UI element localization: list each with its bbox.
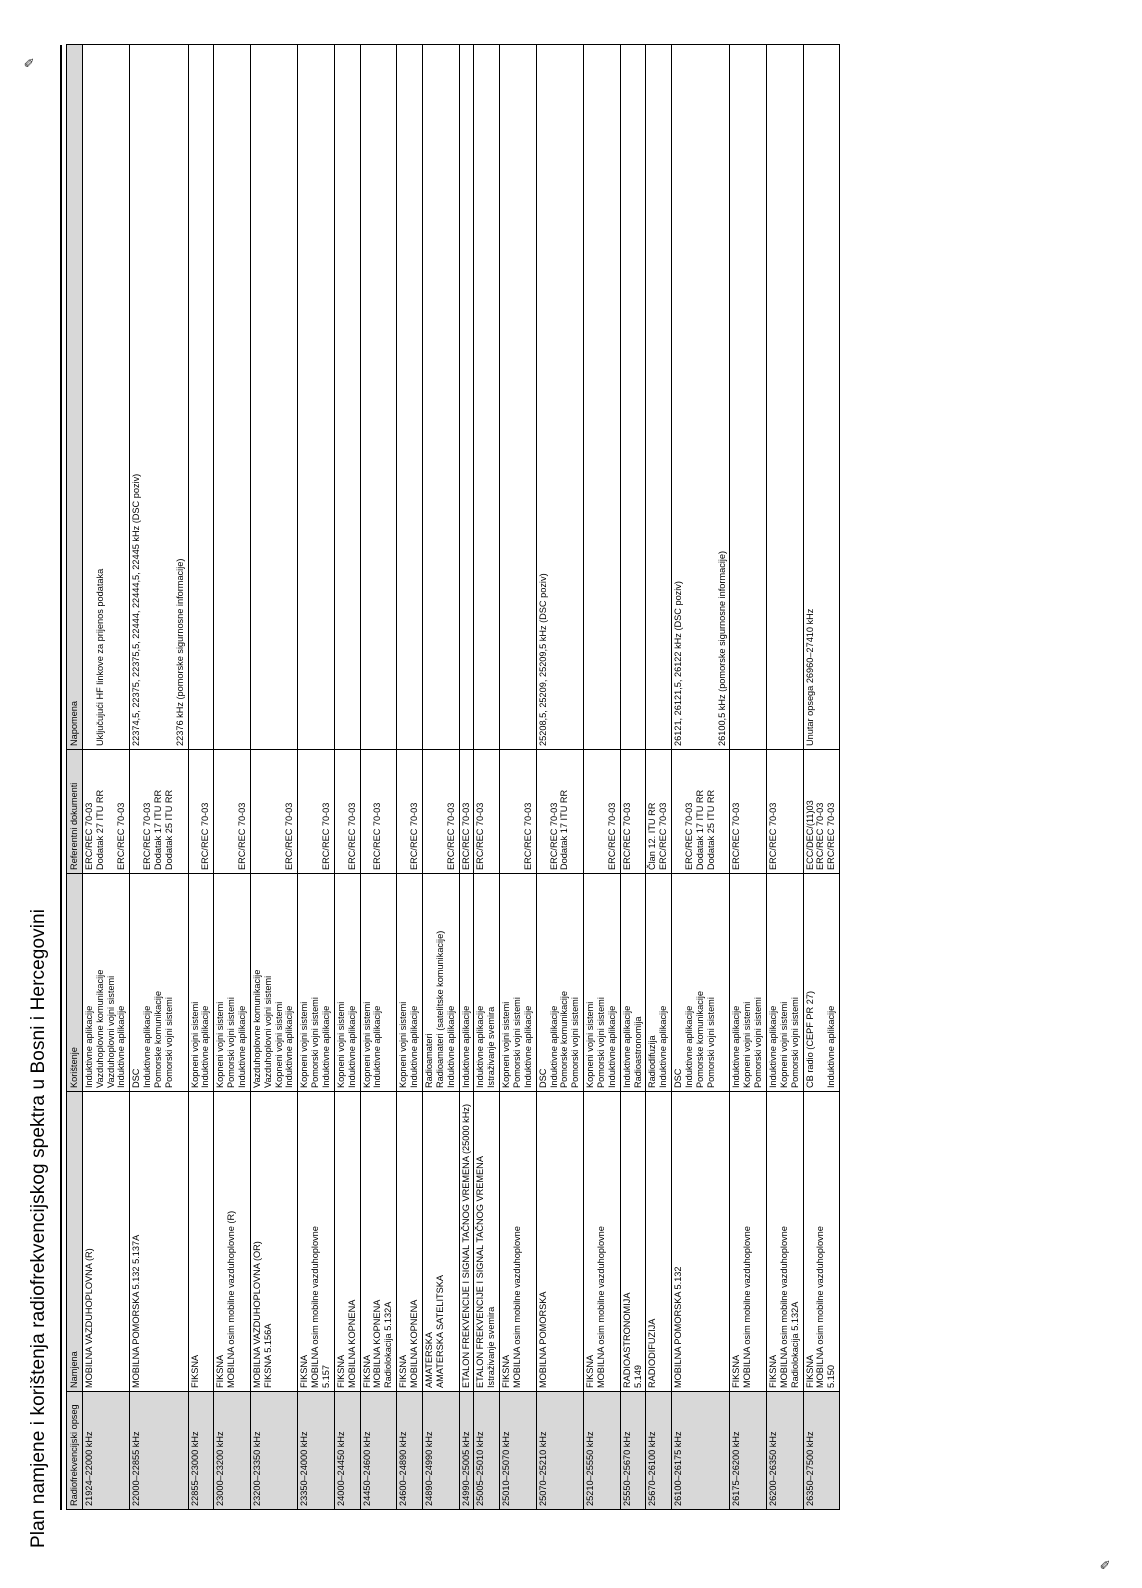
cell-koristenje-line: Pomorski vojni sistemi (226, 997, 237, 1088)
cell-koristenje-line: Induktivne aplikacije (658, 1005, 669, 1088)
cell-referentni-dokumenti-line: ERC/REC 70-03 (83, 802, 94, 870)
table-row (250, 45, 297, 1510)
cell-napomena (397, 45, 423, 750)
cell-frequency-band: 25670–26100 kHz (646, 1392, 672, 1510)
cell-referentni-dokumenti (536, 750, 583, 874)
cell-napomena (500, 45, 537, 750)
cell-napomena (620, 45, 646, 750)
cell-namjena (536, 1092, 583, 1392)
cell-frequency-band: 24890–24990 kHz (422, 1392, 459, 1510)
cell-koristenje-line: Pomorski vojni sistemi (570, 997, 581, 1088)
cell-napomena (130, 45, 188, 750)
table-row (360, 45, 397, 1510)
cell-referentni-dokumenti-line: ERC/REC 70-03 (237, 802, 248, 870)
cell-koristenje-line: Pomorski vojni sistemi (753, 997, 764, 1088)
cell-koristenje-line: Induktivne aplikacije (731, 1005, 742, 1088)
cell-referentni-dokumenti-line: ERC/REC 70-03 (683, 802, 694, 870)
cell-koristenje-line: Istraživanje svemira (486, 1006, 497, 1088)
cell-frequency-band: 26100–26175 kHz (672, 1392, 730, 1510)
cell-koristenje-line: Induktivne aplikacije (826, 1005, 837, 1088)
cell-koristenje-line: Kopneni vojni sistemi (778, 1001, 789, 1088)
cell-referentni-dokumenti-line: ERC/REC 70-03 (142, 802, 153, 870)
cell-namjena-line: MOBILNA KOPNENA (346, 1299, 357, 1388)
cell-frequency-band: 25210–25550 kHz (584, 1392, 621, 1510)
cell-koristenje (803, 874, 840, 1092)
cell-namjena (422, 1092, 459, 1392)
cell-koristenje-line: Kopneni vojni sistemi (398, 1001, 409, 1088)
table-row (422, 45, 459, 1510)
cell-namjena-line: MOBILNA osim mobilne vazduhoplovne (R) (226, 1210, 237, 1388)
cell-namjena-line: MOBILNA osim mobilne vazduhoplovne (815, 1226, 826, 1388)
cell-koristenje-line: Pomorski vojni sistemi (595, 997, 606, 1088)
cell-namjena-line: FIKSNA (398, 1354, 409, 1388)
cell-referentni-dokumenti-line: ERC/REC 70-03 (200, 802, 211, 870)
cell-napomena (298, 45, 335, 750)
column-header-namjena: Namjena (67, 1092, 83, 1392)
cell-koristenje (360, 874, 397, 1092)
table-row (188, 45, 214, 1510)
cell-namjena-line: FIKSNA (299, 1354, 310, 1388)
cell-namjena-line: MOBILNA KOPNENA (409, 1299, 420, 1388)
cell-koristenje (82, 874, 129, 1092)
cell-koristenje (298, 874, 335, 1092)
cell-namjena-line: MOBILNA VAZDUHOPLOVNA (OR) (251, 1241, 262, 1388)
cell-koristenje-line: DSC (537, 1068, 548, 1088)
cell-namjena-line: MOBILNA POMORSKA 5.132 5.137A (131, 1234, 142, 1388)
cell-napomena-line: 22374,5, 22375, 22375,5, 22444, 22444,5, 22445 kHz (DSC poziv) (131, 473, 142, 746)
cell-koristenje-line: Induktivne aplikacije (284, 1005, 295, 1088)
cell-koristenje-line: Induktivne aplikacije (200, 1005, 211, 1088)
cell-namjena-line: ETALON FREKVENCIJE I SIGNAL TAČNOG VREMENA (25000 kHz) (460, 1103, 471, 1388)
cell-namjena-line: RADIODIFUZIJA (647, 1318, 658, 1388)
cell-koristenje-line: Vazduhoplovni vojni sistemi (262, 975, 273, 1088)
cell-namjena-line: FIKSNA (767, 1354, 778, 1388)
cell-referentni-dokumenti (214, 750, 251, 874)
cell-namjena-line: AMATERSKA SATELITSKA (434, 1274, 445, 1388)
table-row (298, 45, 335, 1510)
cell-namjena-line: FIKSNA (585, 1354, 596, 1388)
cell-referentni-dokumenti (620, 750, 646, 874)
cell-referentni-dokumenti-line: Dodatak 27 ITU RR (94, 789, 105, 870)
cell-koristenje-line: Induktivne aplikacije (409, 1005, 420, 1088)
cell-koristenje-line: Kopneni vojni sistemi (215, 1001, 226, 1088)
cell-referentni-dokumenti-line: ERC/REC 70-03 (460, 802, 471, 870)
page-corner-mark-icon: ✎ (1098, 1559, 1113, 1570)
cell-napomena (360, 45, 397, 750)
cell-namjena (82, 1092, 129, 1392)
cell-frequency-band: 25005–25010 kHz (474, 1392, 500, 1510)
cell-frequency-band: 22000–22855 kHz (130, 1392, 188, 1510)
table-row (620, 45, 646, 1510)
cell-koristenje (422, 874, 459, 1092)
table-row (584, 45, 621, 1510)
cell-referentni-dokumenti (500, 750, 537, 874)
table-row (459, 45, 474, 1510)
cell-namjena (584, 1092, 621, 1392)
cell-referentni-dokumenti-line: ERC/REC 70-03 (522, 802, 533, 870)
cell-napomena-line: 25208,5, 25209, 25209,5 kHz (DSC poziv) (537, 573, 548, 746)
cell-koristenje (646, 874, 672, 1092)
cell-koristenje-line: Induktivne aplikacije (606, 1005, 617, 1088)
cell-namjena-line: Istraživanje svemira (486, 1306, 497, 1388)
cell-koristenje (500, 874, 537, 1092)
cell-namjena-line: MOBILNA osim mobilne vazduhoplovne (778, 1226, 789, 1388)
cell-referentni-dokumenti-line: ERC/REC 70-03 (621, 802, 632, 870)
cell-napomena-line: Unutar opsega 26960–27410 kHz (804, 608, 815, 746)
cell-napomena (82, 45, 129, 750)
cell-namjena (130, 1092, 188, 1392)
cell-frequency-band: 24990–25005 kHz (459, 1392, 474, 1510)
cell-referentni-dokumenti (474, 750, 500, 874)
cell-namjena (620, 1092, 646, 1392)
cell-koristenje-line: Vazduhoplovni vojni sistemi (105, 975, 116, 1088)
cell-koristenje-line: Induktivne aplikacije (548, 1005, 559, 1088)
cell-koristenje-line: Induktivne aplikacije (116, 1005, 127, 1088)
cell-referentni-dokumenti (334, 750, 360, 874)
cell-frequency-band: 23000–23200 kHz (214, 1392, 251, 1510)
cell-namjena-line: MOBILNA osim mobilne vazduhoplovne (310, 1226, 321, 1388)
cell-frequency-band: 25070–25210 kHz (536, 1392, 583, 1510)
cell-namjena-line: FIKSNA 5.156A (262, 1323, 273, 1388)
cell-koristenje-line: Kopneni vojni sistemi (335, 1001, 346, 1088)
cell-koristenje-line: Pomorski vojni sistemi (511, 997, 522, 1088)
cell-napomena (536, 45, 583, 750)
cell-koristenje-line: Kopneni vojni sistemi (189, 1001, 200, 1088)
cell-napomena (584, 45, 621, 750)
cell-referentni-dokumenti-line: Dodatak 17 ITU RR (694, 789, 705, 870)
cell-koristenje-line: Induktivne aplikacije (460, 1005, 471, 1088)
cell-referentni-dokumenti (803, 750, 840, 874)
cell-koristenje-line: Pomorski vojni sistemi (705, 997, 716, 1088)
cell-namjena (214, 1092, 251, 1392)
cell-referentni-dokumenti (397, 750, 423, 874)
cell-namjena (474, 1092, 500, 1392)
table-row (646, 45, 672, 1510)
cell-referentni-dokumenti-line: Dodatak 25 ITU RR (705, 789, 716, 870)
cell-koristenje-line: Pomorske komunikacije (694, 990, 705, 1088)
cell-namjena-line: MOBILNA osim mobilne vazduhoplovne (595, 1226, 606, 1388)
cell-referentni-dokumenti (360, 750, 397, 874)
cell-namjena-line: MOBILNA POMORSKA 5.132 (673, 1266, 684, 1388)
cell-namjena (188, 1092, 214, 1392)
cell-napomena (730, 45, 767, 750)
cell-koristenje (334, 874, 360, 1092)
cell-napomena (459, 45, 474, 750)
cell-koristenje-line: Induktivne aplikacije (683, 1005, 694, 1088)
column-header-band: Radiofrekvencijski opseg (67, 1392, 83, 1510)
table-row (803, 45, 840, 1510)
cell-namjena-line: 5.149 (632, 1365, 643, 1388)
cell-namjena (500, 1092, 537, 1392)
cell-referentni-dokumenti (646, 750, 672, 874)
cell-referentni-dokumenti-line: ERC/REC 70-03 (658, 802, 669, 870)
cell-napomena (474, 45, 500, 750)
cell-koristenje-line: Vazduhoplovne komunikacije (251, 969, 262, 1088)
cell-namjena (298, 1092, 335, 1392)
cell-koristenje (474, 874, 500, 1092)
cell-referentni-dokumenti-line: ERC/REC 70-03 (826, 802, 837, 870)
cell-referentni-dokumenti (130, 750, 188, 874)
cell-koristenje (584, 874, 621, 1092)
cell-koristenje-line: Kopneni vojni sistemi (501, 1001, 512, 1088)
cell-namjena-line: FIKSNA (731, 1354, 742, 1388)
cell-napomena (803, 45, 840, 750)
cell-referentni-dokumenti-line: ERC/REC 70-03 (606, 802, 617, 870)
cell-koristenje-line: Radioamateri (423, 1033, 434, 1088)
cell-referentni-dokumenti (188, 750, 214, 874)
cell-referentni-dokumenti-line: Dodatak 17 ITU RR (559, 789, 570, 870)
cell-napomena (250, 45, 297, 750)
cell-namjena (250, 1092, 297, 1392)
cell-koristenje (730, 874, 767, 1092)
cell-referentni-dokumenti-line: ERC/REC 70-03 (548, 802, 559, 870)
cell-referentni-dokumenti-line: ERC/REC 70-03 (767, 802, 778, 870)
cell-namjena-line: FIKSNA (361, 1354, 372, 1388)
cell-koristenje-line: Radiodifuzija (647, 1035, 658, 1088)
cell-namjena-line: AMATERSKA (423, 1332, 434, 1388)
page-corner-mark-secondary-icon: ✎ (22, 57, 37, 68)
cell-koristenje-line: Pomorski vojni sistemi (789, 997, 800, 1088)
cell-koristenje (620, 874, 646, 1092)
cell-koristenje-line: Vazduhoplovne komunikacije (94, 969, 105, 1088)
cell-namjena-line: Radiolokacija 5.132A (383, 1301, 394, 1388)
cell-namjena-line: 5.157 (321, 1365, 332, 1388)
cell-koristenje-line: Induktivne aplikacije (767, 1005, 778, 1088)
page-title: Plan namjene i korištenja radiofrekvencijskog spektra u Bosni i Hercegovini (28, 908, 49, 1548)
table-row (334, 45, 360, 1510)
column-header-napomena: Napomena (67, 45, 83, 750)
cell-namjena-line: MOBILNA KOPNENA (372, 1299, 383, 1388)
cell-koristenje (459, 874, 474, 1092)
cell-referentni-dokumenti-line: Dodatak 25 ITU RR (163, 789, 174, 870)
cell-koristenje-line: Induktivne aplikacije (237, 1005, 248, 1088)
cell-frequency-band: 26200–26350 kHz (766, 1392, 803, 1510)
cell-referentni-dokumenti-line: ERC/REC 70-03 (372, 802, 383, 870)
cell-koristenje-line: Pomorski vojni sistemi (163, 997, 174, 1088)
cell-koristenje-line: Kopneni vojni sistemi (361, 1001, 372, 1088)
table-row (474, 45, 500, 1510)
cell-referentni-dokumenti-line: ERC/REC 70-03 (445, 802, 456, 870)
cell-referentni-dokumenti-line: ERC/REC 70-03 (116, 802, 127, 870)
spectrum-allocation-table (66, 44, 840, 1510)
cell-napomena (672, 45, 730, 750)
cell-koristenje-line: Induktivne aplikacije (142, 1005, 153, 1088)
cell-namjena-line: Radiolokacija 5.132A (789, 1301, 800, 1388)
cell-namjena-line: MOBILNA POMORSKA (537, 1291, 548, 1388)
cell-referentni-dokumenti (766, 750, 803, 874)
cell-napomena (188, 45, 214, 750)
cell-referentni-dokumenti-line: ERC/REC 70-03 (475, 802, 486, 870)
cell-namjena-line: FIKSNA (501, 1354, 512, 1388)
table-row (82, 45, 129, 1510)
cell-namjena (334, 1092, 360, 1392)
cell-koristenje (536, 874, 583, 1092)
cell-koristenje (766, 874, 803, 1092)
cell-referentni-dokumenti-line: ERC/REC 70-03 (346, 802, 357, 870)
table-row (536, 45, 583, 1510)
cell-frequency-band: 24600–24890 kHz (397, 1392, 423, 1510)
cell-koristenje (214, 874, 251, 1092)
cell-referentni-dokumenti-line: Dodatak 17 ITU RR (153, 789, 164, 870)
cell-namjena (459, 1092, 474, 1392)
cell-koristenje-line: Pomorske komunikacije (559, 990, 570, 1088)
cell-napomena-line: 26100,5 kHz (pomorske sigurnosne informacije) (716, 550, 727, 746)
cell-koristenje-line: Induktivne aplikacije (621, 1005, 632, 1088)
cell-referentni-dokumenti (250, 750, 297, 874)
table-row (214, 45, 251, 1510)
cell-namjena-line: MOBILNA osim mobilne vazduhoplovne (511, 1226, 522, 1388)
cell-frequency-band: 24450–24600 kHz (360, 1392, 397, 1510)
cell-napomena (766, 45, 803, 750)
cell-referentni-dokumenti (672, 750, 730, 874)
table-row (730, 45, 767, 1510)
cell-namjena-line: FIKSNA (189, 1354, 200, 1388)
cell-namjena (646, 1092, 672, 1392)
cell-namjena-line: FIKSNA (215, 1354, 226, 1388)
cell-referentni-dokumenti (298, 750, 335, 874)
cell-napomena (422, 45, 459, 750)
cell-napomena-line: Uključujući HF linkove za prijenos podataka (94, 568, 105, 746)
cell-namjena-line: MOBILNA VAZDUHOPLOVNA (R) (83, 1248, 94, 1388)
cell-referentni-dokumenti (82, 750, 129, 874)
cell-koristenje-line: Induktivne aplikacije (475, 1005, 486, 1088)
cell-koristenje-line: Kopneni vojni sistemi (585, 1001, 596, 1088)
table-row (397, 45, 423, 1510)
cell-namjena-line: FIKSNA (335, 1354, 346, 1388)
cell-frequency-band: 23350–24000 kHz (298, 1392, 335, 1510)
cell-referentni-dokumenti (459, 750, 474, 874)
cell-referentni-dokumenti-line: ERC/REC 70-03 (815, 802, 826, 870)
cell-napomena (646, 45, 672, 750)
cell-koristenje (188, 874, 214, 1092)
cell-koristenje-line: Radioastronomija (632, 1016, 643, 1088)
cell-referentni-dokumenti-line: ERC/REC 70-03 (731, 802, 742, 870)
cell-koristenje-line: Induktivne aplikacije (346, 1005, 357, 1088)
cell-referentni-dokumenti-line: ERC/REC 70-03 (284, 802, 295, 870)
column-header-dokumenti: Referentni dokumenti (67, 750, 83, 874)
cell-referentni-dokumenti-line: ERC/REC 70-03 (409, 802, 420, 870)
cell-koristenje (397, 874, 423, 1092)
cell-frequency-band: 24000–24450 kHz (334, 1392, 360, 1510)
cell-namjena (397, 1092, 423, 1392)
table-header-row (67, 45, 83, 1510)
table-row (130, 45, 188, 1510)
cell-referentni-dokumenti (584, 750, 621, 874)
cell-frequency-band: 26175–26200 kHz (730, 1392, 767, 1510)
cell-frequency-band: 25010–25070 kHz (500, 1392, 537, 1510)
cell-namjena (730, 1092, 767, 1392)
cell-koristenje-line: Radioamateri (satelitske komunikacije) (434, 930, 445, 1088)
cell-napomena (334, 45, 360, 750)
cell-namjena (803, 1092, 840, 1392)
cell-frequency-band: 22855–23000 kHz (188, 1392, 214, 1510)
cell-napomena-line: 26121, 26121,5, 26122 kHz (DSC poziv) (673, 581, 684, 746)
cell-koristenje-line: Pomorske komunikacije (153, 990, 164, 1088)
cell-frequency-band: 21924–22000 kHz (82, 1392, 129, 1510)
cell-frequency-band: 25550–25670 kHz (620, 1392, 646, 1510)
cell-koristenje (130, 874, 188, 1092)
cell-koristenje-line: Kopneni vojni sistemi (299, 1001, 310, 1088)
cell-namjena-line: 5.150 (826, 1365, 837, 1388)
cell-napomena-line: 22376 kHz (pomorske sigurnosne informacije) (174, 558, 185, 746)
cell-koristenje-line: Induktivne aplikacije (83, 1005, 94, 1088)
table-row (672, 45, 730, 1510)
table-row (766, 45, 803, 1510)
cell-referentni-dokumenti-line: ECC/DEC/(11)03 (804, 800, 815, 870)
cell-koristenje-line: Induktivne aplikacije (372, 1005, 383, 1088)
cell-koristenje-line: CB radio (CEPF PR 27) (804, 990, 815, 1088)
cell-referentni-dokumenti-line: ERC/REC 70-03 (321, 802, 332, 870)
cell-frequency-band: 23200–23350 kHz (250, 1392, 297, 1510)
cell-namjena (766, 1092, 803, 1392)
cell-koristenje-line: Pomorski vojni sistemi (310, 997, 321, 1088)
cell-namjena-line: ETALON FREKVENCIJE I SIGNAL TAČNOG VREMENA (475, 1156, 486, 1388)
cell-napomena (214, 45, 251, 750)
cell-koristenje-line: DSC (131, 1068, 142, 1088)
header-rule (60, 45, 62, 1510)
cell-namjena-line: FIKSNA (804, 1354, 815, 1388)
column-header-koristenje: Korištenje (67, 874, 83, 1092)
cell-namjena (360, 1092, 397, 1392)
cell-koristenje-line: Kopneni vojni sistemi (742, 1001, 753, 1088)
cell-referentni-dokumenti (730, 750, 767, 874)
cell-koristenje-line: Induktivne aplikacije (522, 1005, 533, 1088)
cell-koristenje-line: Kopneni vojni sistemi (273, 1001, 284, 1088)
table-row (500, 45, 537, 1510)
cell-namjena-line: MOBILNA osim mobilne vazduhoplovne (742, 1226, 753, 1388)
cell-referentni-dokumenti (422, 750, 459, 874)
cell-koristenje-line: Induktivne aplikacije (321, 1005, 332, 1088)
cell-koristenje (672, 874, 730, 1092)
cell-koristenje-line: DSC (673, 1068, 684, 1088)
cell-namjena (672, 1092, 730, 1392)
cell-referentni-dokumenti-line: Član 12. ITU RR (647, 802, 658, 870)
cell-koristenje (250, 874, 297, 1092)
cell-namjena-line: RADIOASTRONOMIJA (621, 1292, 632, 1388)
cell-koristenje-line: Induktivne aplikacije (445, 1005, 456, 1088)
cell-frequency-band: 26350–27500 kHz (803, 1392, 840, 1510)
